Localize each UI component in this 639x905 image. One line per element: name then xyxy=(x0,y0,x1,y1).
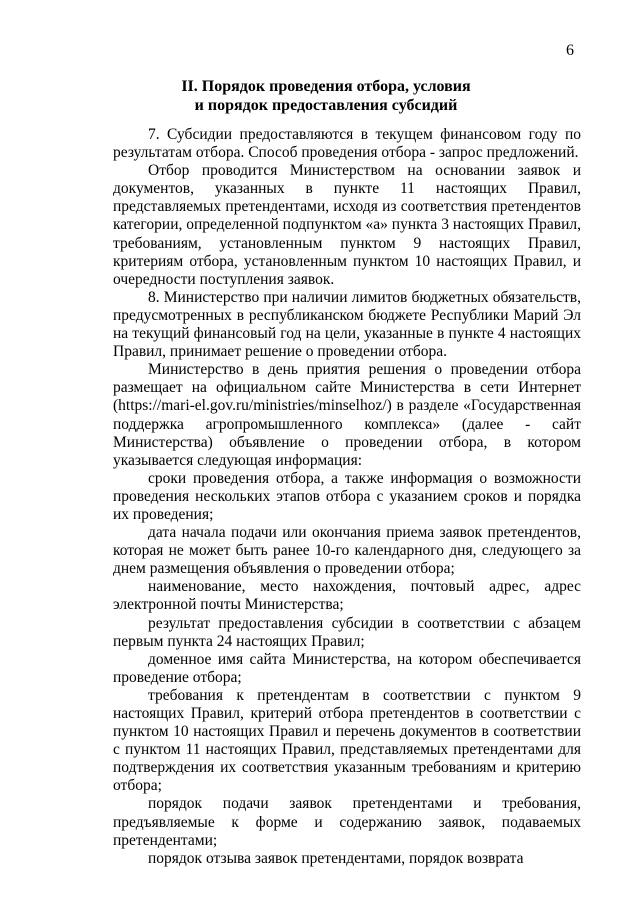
list-item-requirements: требования к претендентам в соответствии с пунктом 9 настоящих Правил, критерий отбора претендентов в соответствии с пунктом 10 настоящих Правил и перечень документов в соответствии с пунктом 11 настоящих Правил, представляемых претендентами для подтверждения их соответствия указанным требованиям и критерию отбора; xyxy=(113,686,581,795)
section-title-line-2: и порядок предоставления субсидий xyxy=(194,97,458,114)
list-item-contacts: наименование, место нахождения, почтовый адрес, адрес электронной почты Министерства; xyxy=(113,578,581,614)
paragraph-7: 7. Субсидии предоставляются в текущем финансовом году по результатам отбора. Способ проведения отбора - запрос предложений. xyxy=(113,126,581,162)
section-heading xyxy=(106,77,546,115)
list-item-withdrawal-procedure: порядок отзыва заявок претендентами, порядок возврата xyxy=(148,849,524,867)
list-item-domain: доменное имя сайта Министерства, на котором обеспечивается проведение отбора; xyxy=(113,650,581,686)
document-body xyxy=(113,126,581,868)
paragraph-selection-basis: Отбор проводится Министерством на основании заявок и документов, указанных в пункте 11 настоящих Правил, представляемых претендентами, исходя из соответствия претендентов категории, определенной подпунктом «а» пункта 3 настоящих Правил, требованиям, установленным пунктом 9 настоящих Правил, критериям отбора, установленным пунктом 10 настоящих Правил, и очередности поступления заявок. xyxy=(113,162,581,288)
paragraph-announcement: Министерство в день приятия решения о проведении отбора размещает на официальном сайте Министерства в сети Интернет (https://mari-el.gov.ru/ministries/minselhoz/) в разделе «Государственная поддержка агропромышленного комплекса» (далее - сайт Министерства) объявление о проведении отбора, в котором указывается следующая информация: xyxy=(113,361,581,469)
paragraph-8: 8. Министерство при наличии лимитов бюджетных обязательств, предусмотренных в республиканском бюджете Республики Марий Эл на текущий финансовый год на цели, указанные в пункте 4 настоящих Правил, принимает решение о проведении отбора. xyxy=(113,288,581,361)
section-title-line-1: II. Порядок проведения отбора, условия xyxy=(181,78,471,95)
list-item-start-date: дата начала подачи или окончания приема заявок претендентов, которая не может быть ранее 10-го календарного дня, следующего за днем размещения объявления о проведении отбора; xyxy=(113,524,581,578)
list-item-deadlines: сроки проведения отбора, а также информация о возможности проведения нескольких этапов отбора с указанием сроков и порядка их проведения; xyxy=(113,469,581,523)
list-item-submission-procedure: порядок подачи заявок претендентами и требования, предъявляемые к форме и содержанию заявок, подаваемых претендентами; xyxy=(113,795,581,849)
page-number: 6 xyxy=(566,42,574,59)
list-item-result: результат предоставления субсидии в соответствии с абзацем первым пункта 24 настоящих Правил; xyxy=(113,614,581,650)
